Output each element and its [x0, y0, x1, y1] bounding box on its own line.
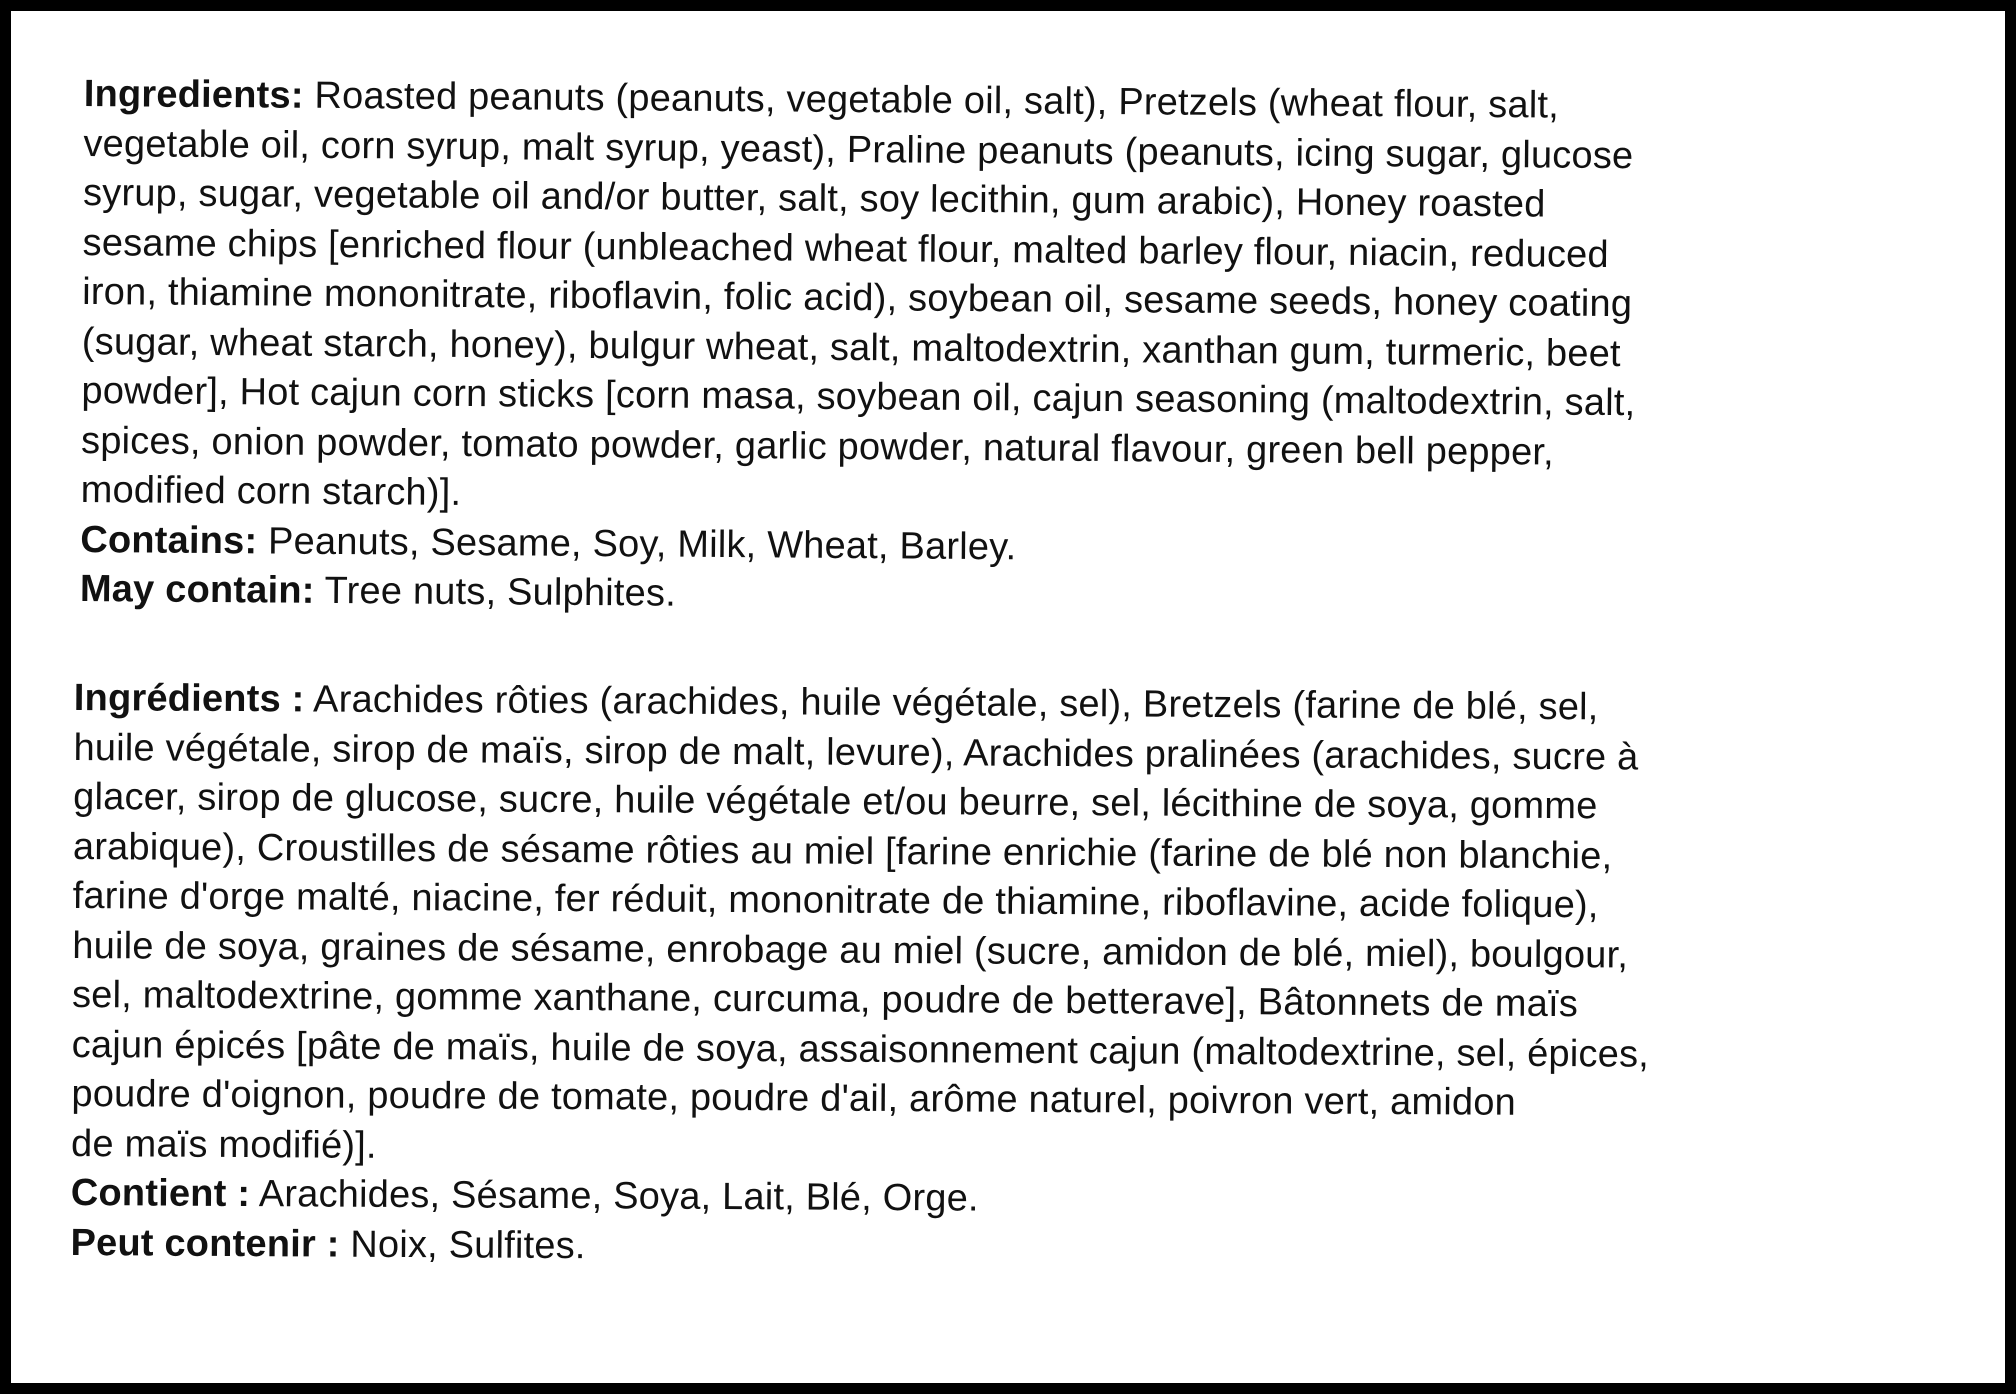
french-ingredients-line-2: huile végétale, sirop de maïs, sirop de malt, levure), Arachides pralinées (arachides, sucre à [73, 726, 1639, 779]
french-contains-text: Arachides, Sésame, Soya, Lait, Blé, Orge. [249, 1173, 979, 1220]
english-ingredients-line-4: sesame chips [enriched flour (unbleached wheat flour, malted barley flour, niacin, reduced [82, 221, 1609, 276]
english-ingredients-line-3: syrup, sugar, vegetable oil and/or butter, salt, soy lecithin, gum arabic), Honey roasted [82, 171, 1546, 226]
english-may-contain-heading: May contain: [79, 567, 315, 612]
french-may-contain-text: Noix, Sulfites. [339, 1223, 586, 1267]
french-ingredients-line-4: arabique), Croustilles de sésame rôties au miel [farine enrichie (farine de blé non blanchie, [72, 825, 1613, 877]
french-ingredients-text-1: Arachides rôties (arachides, huile végétale, sel), Bretzels (farine de blé, sel, [304, 678, 1599, 729]
french-ingredients-line-10: de maïs modifié)]. [71, 1122, 377, 1167]
french-contains-heading: Contient : [70, 1171, 251, 1216]
ingredient-label-panel [11, 11, 2005, 1383]
french-ingredients-line-7: sel, maltodextrine, gomme xanthane, curcuma, poudre de betterave], Bâtonnets de maïs [71, 973, 1579, 1026]
french-ingredients-heading: Ingrédients : [73, 676, 305, 721]
french-may-contain-heading: Peut contenir : [70, 1221, 340, 1266]
french-ingredients-section [70, 674, 1954, 1279]
english-ingredients-text-1: Roasted peanuts (peanuts, vegetable oil, salt), Pretzels (wheat flour, salt, [303, 74, 1560, 127]
french-ingredients-line-8: cajun épicés [pâte de maïs, huile de soya, assaisonnement cajun (maltodextrine, sel, épices, [71, 1023, 1650, 1076]
english-contains-text: Peanuts, Sesame, Soy, Milk, Wheat, Barley. [257, 519, 1017, 568]
english-ingredients-line-5: iron, thiamine mononitrate, riboflavin, folic acid), soybean oil, sesame seeds, honey coating [82, 270, 1633, 326]
english-may-contain-text: Tree nuts, Sulphites. [314, 569, 677, 615]
english-ingredients-heading: Ingredients: [83, 72, 304, 117]
french-ingredients-line-5: farine d'orge malté, niacine, fer réduit, mononitrate de thiamine, riboflavine, acide folique), [72, 874, 1599, 927]
english-ingredients-line-9: modified corn starch)]. [80, 468, 462, 514]
french-ingredients-line-3: glacer, sirop de glucose, sucre, huile végétale et/ou beurre, sel, lécithine de soya, gomme [73, 775, 1598, 828]
english-ingredients-line-7: powder], Hot cajun corn sticks [corn masa, soybean oil, cajun seasoning (maltodextrin, salt, [81, 369, 1636, 425]
french-ingredients-line-6: huile de soya, graines de sésame, enrobage au miel (sucre, amidon de blé, miel), boulgour, [72, 924, 1629, 976]
english-ingredients-section [80, 70, 1904, 629]
english-ingredients-line-2: vegetable oil, corn syrup, malt syrup, yeast), Praline peanuts (peanuts, icing sugar, glucose [83, 122, 1634, 177]
english-ingredients-line-6: (sugar, wheat starch, honey), bulgur wheat, salt, maltodextrin, xanthan gum, turmeric, beet [81, 320, 1621, 375]
english-contains-heading: Contains: [80, 518, 258, 562]
english-ingredients-line-8: spices, onion powder, tomato powder, garlic powder, natural flavour, green bell pepper, [80, 419, 1555, 474]
french-ingredients-line-9: poudre d'oignon, poudre de tomate, poudre d'ail, arôme naturel, poivron vert, amidon [71, 1072, 1517, 1124]
french-may-contain-line [70, 1218, 1950, 1279]
